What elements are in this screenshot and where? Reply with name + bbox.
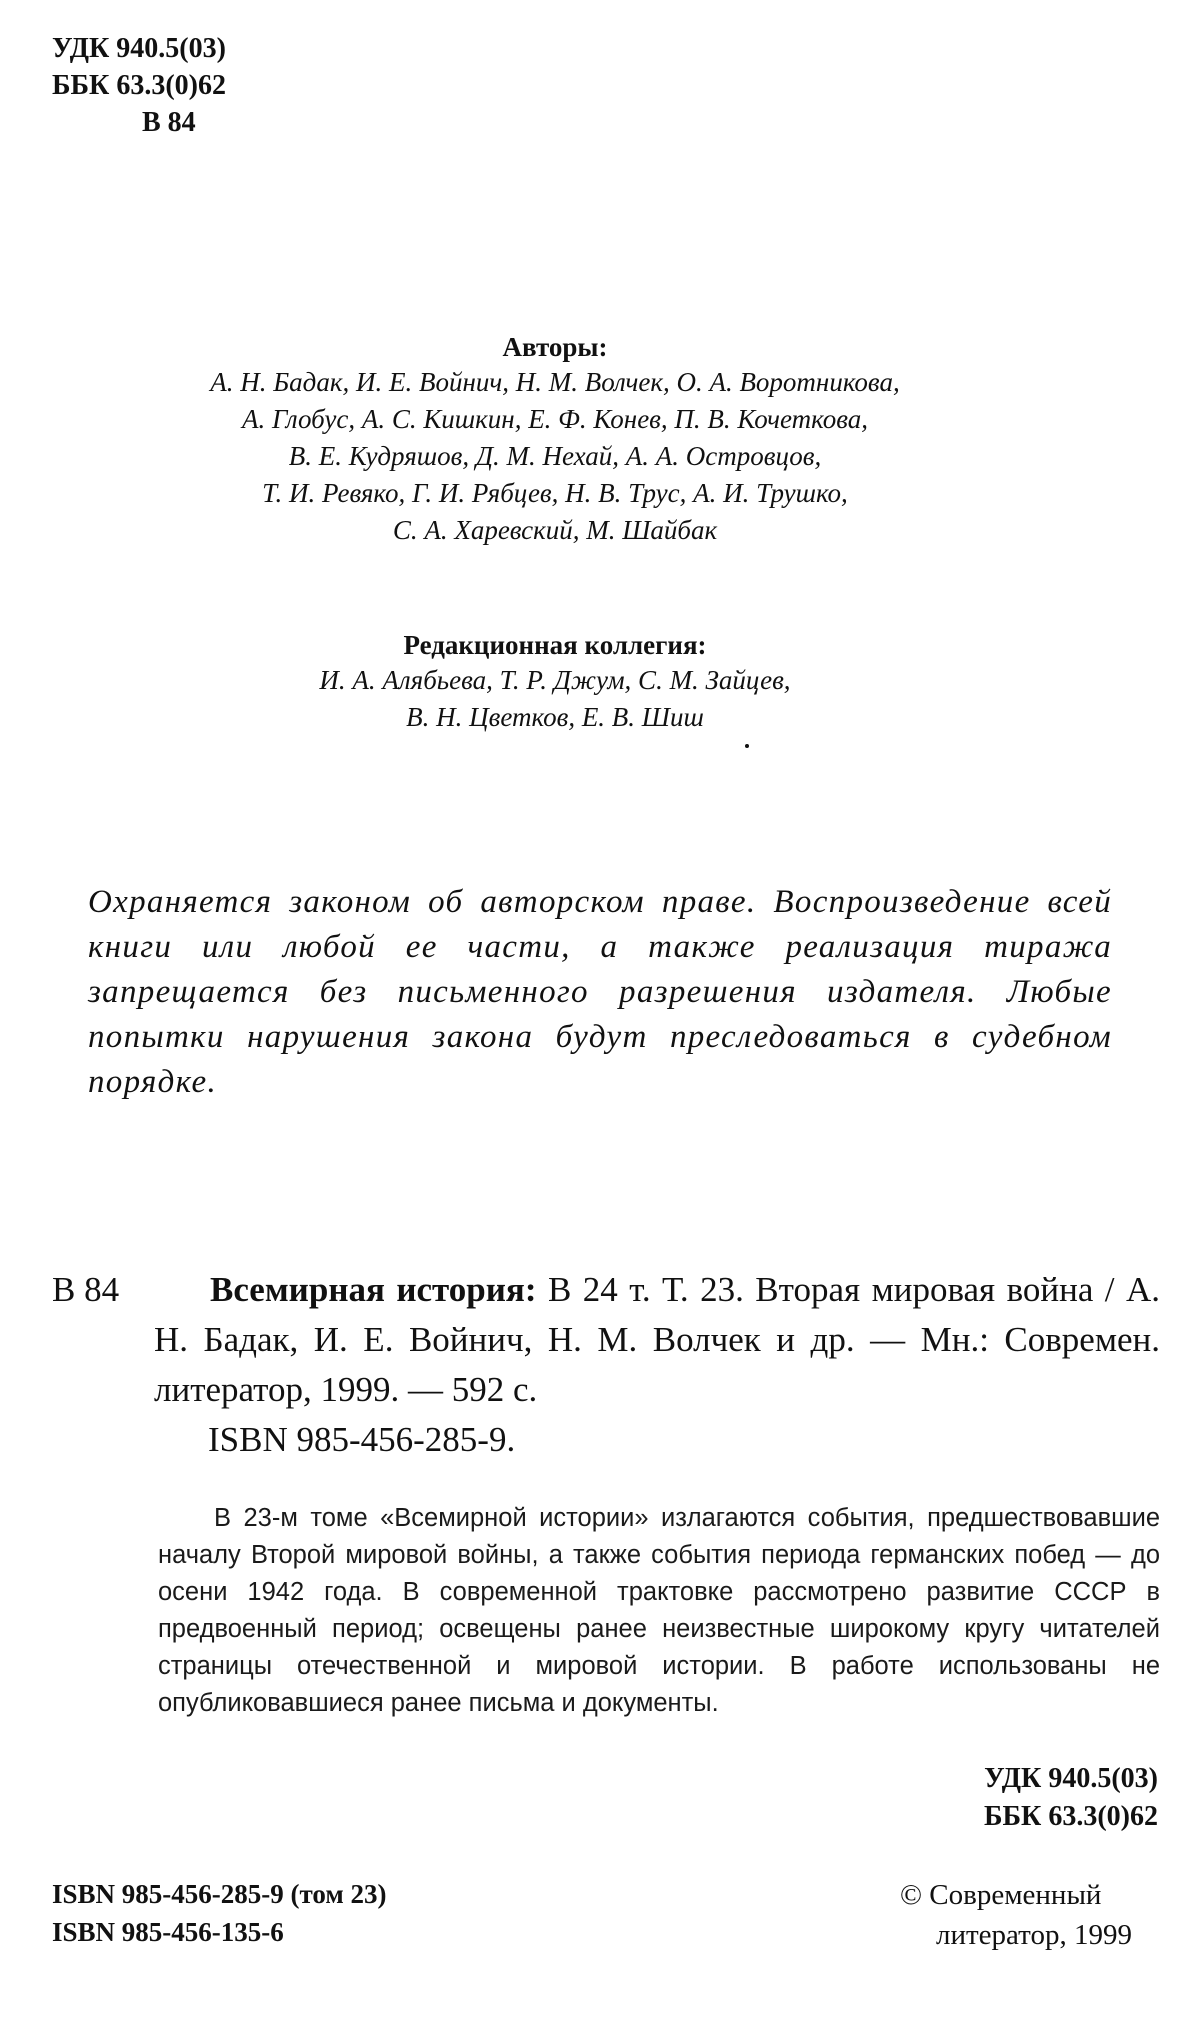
- bbk-code-bottom: ББК 63.3(0)62: [984, 1801, 1158, 1832]
- authors-line: Т. И. Ревяко, Г. И. Рябцев, Н. В. Трус, А. И. Трушко,: [262, 478, 848, 508]
- editorial-board-line: И. А. Алябьева, Т. Р. Джум, С. М. Зайцев,: [319, 665, 791, 695]
- isbn-volume: ISBN 985-456-285-9 (том 23): [52, 1879, 387, 1909]
- copyright-notice-text: Охраняется законом об авторском праве. Воспроизведение всей книги или любой ее части, а также реализация тиража запрещается без письменного разрешения издателя. Любые попытки нарушения закона будут преследоваться в судебном порядке.: [88, 884, 1112, 1100]
- editorial-board-heading: Редакционная коллегия:: [403, 630, 707, 660]
- copyright-line-1: © Современный: [900, 1879, 1102, 1911]
- author-mark: В 84: [142, 107, 196, 138]
- catalog-entry-title: Всемирная история:: [210, 1270, 537, 1309]
- classification-bottom: [984, 1760, 1158, 1836]
- copyright-holder: [900, 1875, 1132, 1955]
- catalog-entry-body: [154, 1265, 1160, 1415]
- udk-code: УДК 940.5(03): [52, 33, 226, 64]
- authors-heading: Авторы:: [502, 332, 608, 362]
- authors-line: С. А. Харевский, М. Шайбак: [392, 515, 718, 545]
- annotation: [158, 1500, 1160, 1722]
- authors-line: А. Глобус, А. С. Кишкин, Е. Ф. Конев, П. В. Кочеткова,: [242, 404, 868, 434]
- annotation-text: В 23-м томе «Всемирной истории» излагаются события, предшествовавшие началу Второй мировой войны, а также события периода германских побед — до осени 1942 года. В современной трактовке рассмотрено развитие СССР в предвоенный период; освещены ранее неизвестные широкому кругу читателей страницы отечественной и мировой истории. В работе использованы не опубликовавшиеся ранее письма и документы.: [158, 1504, 1160, 1717]
- catalog-entry-isbn: ISBN 985-456-285-9.: [208, 1420, 516, 1459]
- bbk-code: ББК 63.3(0)62: [52, 70, 226, 101]
- authors-block: [110, 330, 1000, 549]
- catalog-entry-description: В 24 т. Т. 23. Вторая мировая война / А. Н. Бадак, И. Е. Войнич, Н. М. Волчек и др. — Мн.: Современ. литератор, 1999. — 592 с.: [154, 1270, 1160, 1409]
- authors-line: А. Н. Бадак, И. Е. Войнич, Н. М. Волчек, О. А. Воротникова,: [210, 367, 900, 397]
- authors-line: В. Е. Кудряшов, Д. М. Нехай, А. А. Островцов,: [288, 441, 822, 471]
- editorial-board-line: В. Н. Цветков, Е. В. Шиш: [406, 702, 704, 732]
- editorial-board-block: [110, 628, 1000, 736]
- stray-dot: [745, 744, 749, 748]
- isbn-series: ISBN 985-456-135-6: [52, 1917, 284, 1947]
- copyright-line-2: литератор, 1999: [936, 1919, 1132, 1951]
- isbn-list: [52, 1875, 387, 1951]
- classification-top: [52, 30, 226, 141]
- catalog-entry-code: В 84: [52, 1270, 120, 1309]
- copyright-notice: [88, 880, 1112, 1105]
- udk-code-bottom: УДК 940.5(03): [984, 1763, 1158, 1794]
